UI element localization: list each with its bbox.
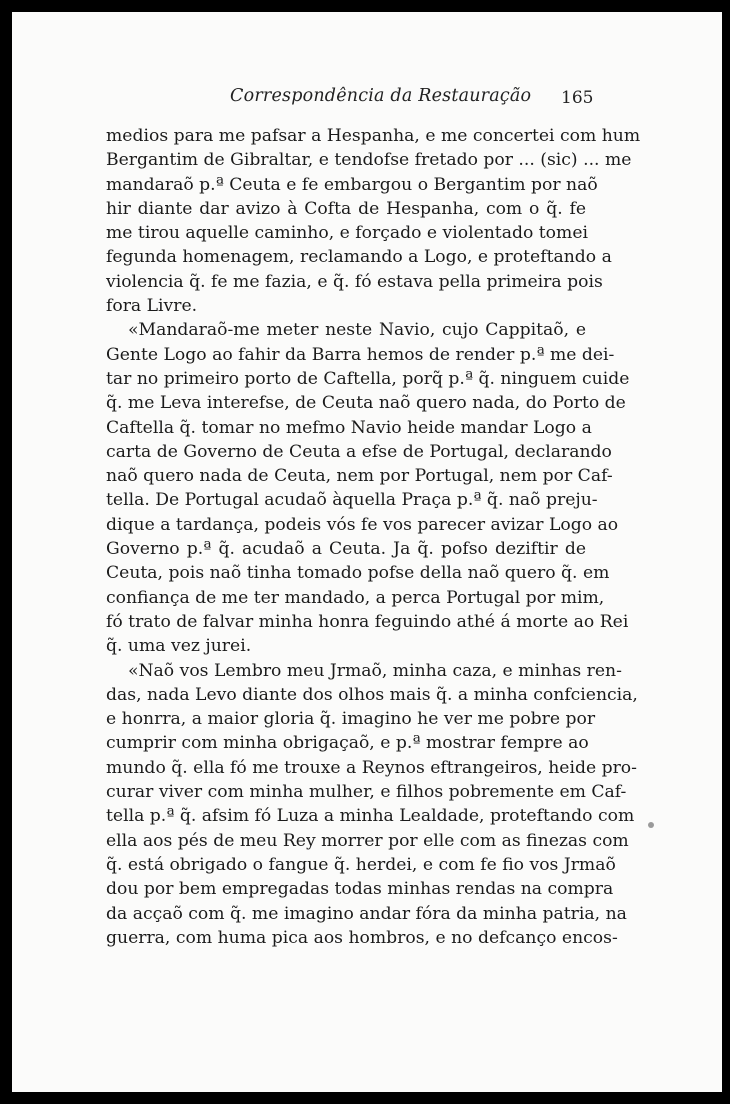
paper-speck — [648, 822, 654, 828]
paragraph — [106, 659, 638, 951]
book-page — [12, 12, 722, 1092]
text-line: mandaraõ p.ª Ceuta e fe embargou o Bergantim por naõ — [106, 174, 598, 195]
text-line: cumprir com minha obrigaçaõ, e p.ª mostrar fempre ao — [106, 733, 589, 754]
text-line: Ceuta, pois naõ tinha tomado pofse della naõ quero q̃. em — [106, 563, 610, 584]
text-line: dou por bem empregadas todas minhas rendas na compra — [106, 879, 614, 900]
text-line: das, nada Levo diante dos olhos mais q̃. a minha confciencia, — [106, 684, 638, 705]
text-line: curar viver com minha mulher, e filhos pobremente em Caf- — [106, 782, 627, 803]
text-line: carta de Governo de Ceuta a efse de Portugal, declarando — [106, 441, 612, 462]
text-line: q̃. me Leva interefse, de Ceuta naõ quero nada, do Porto de — [106, 393, 626, 414]
text-line: tella p.ª q̃. afsim fó Luza a minha Lealdade, proteftando com — [106, 806, 635, 827]
text-line: Bergantim de Gibraltar, e tendofse fretado por ... (sic) ... me — [106, 150, 632, 171]
text-line: tella. De Portugal acudaõ àquella Praça p.ª q̃. naõ preju- — [106, 490, 598, 511]
text-line: Governo p.ª q̃. acudaõ a Ceuta. Ja q̃. pofso deziftir de — [106, 539, 586, 560]
text-line: Gente Logo ao fahir da Barra hemos de render p.ª me dei- — [106, 344, 615, 365]
paragraph — [106, 124, 641, 318]
text-line: guerra, com huma pica aos hombros, e no defcanço encos- — [106, 927, 618, 948]
text-line: violencia q̃. fe me fazia, e q̃. fó estava pella primeira pois — [106, 271, 603, 292]
text-line: me tirou aquelle caminho, e forçado e violentado tomei — [106, 223, 588, 244]
text-line: fora Livre. — [106, 296, 198, 317]
text-line: «Naõ vos Lembro meu Jrmaõ, minha caza, e minhas ren- — [128, 660, 622, 681]
text-line: confiança de me ter mandado, a perca Portugal por mim, — [106, 587, 605, 608]
text-line: q̃. uma vez jurei. — [106, 636, 252, 657]
text-line: q̃. está obrigado o fangue q̃. herdei, e com fe fio vos Jrmaõ — [106, 854, 616, 875]
text-line: fó trato de falvar minha honra feguindo athé á morte ao Rei — [106, 611, 629, 632]
paragraph — [106, 318, 630, 658]
text-line: da acçaõ com q̃. me imagino andar fóra da minha patria, na — [106, 903, 627, 924]
text-line: «Mandaraõ-me meter neste Navio, cujo Cappitaõ, e — [128, 320, 586, 341]
text-line: medios para me pafsar a Hespanha, e me concertei com hum — [106, 126, 641, 146]
text-line: e honrra, a maior gloria q̃. imagino he ver me pobre por — [106, 709, 596, 730]
text-line: fegunda homenagem, reclamando a Logo, e proteftando a — [106, 247, 612, 268]
body-text — [106, 124, 641, 950]
page-number: 165 — [561, 88, 594, 108]
text-line: dique a tardança, podeis vós fe vos parecer avizar Logo ao — [106, 514, 619, 535]
page-header — [12, 86, 722, 110]
text-line: hir diante dar avizo à Cofta de Hespanha, com o q̃. fe — [106, 198, 586, 219]
text-line: Caftella q̃. tomar no mefmo Navio heide mandar Logo a — [106, 417, 592, 438]
text-line: tar no primeiro porto de Caftella, porq̃ p.ª q̃. ninguem cuide — [106, 368, 630, 389]
text-line: mundo q̃. ella fó me trouxe a Reynos eftrangeiros, heide pro- — [106, 757, 637, 778]
text-line: naõ quero nada de Ceuta, nem por Portugal, nem por Caf- — [106, 466, 613, 487]
running-title: Correspondência da Restauração — [230, 86, 532, 106]
text-line: ella aos pés de meu Rey morrer por elle com as finezas com — [106, 830, 629, 851]
